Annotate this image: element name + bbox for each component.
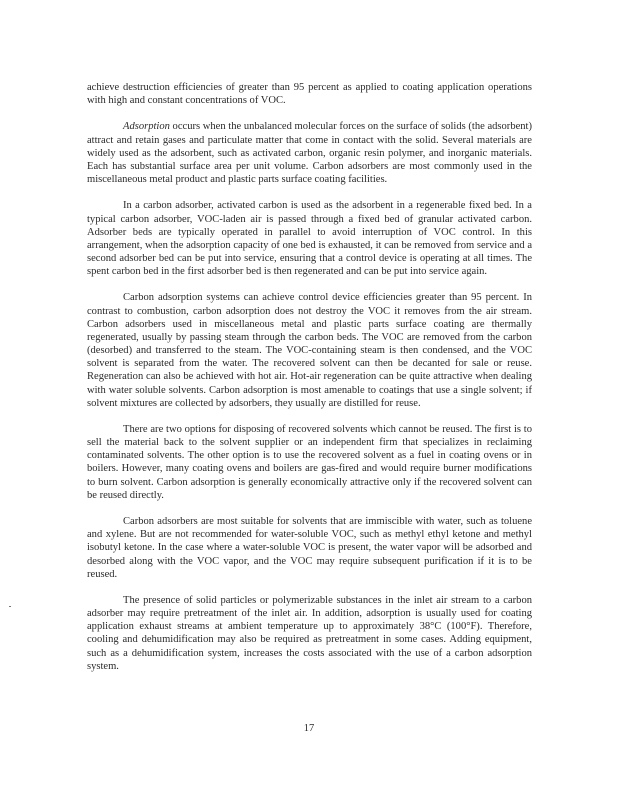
adsorption-term: Adsorption [123,121,170,133]
paragraph-7 [87,594,532,673]
paragraph-4 [87,291,532,409]
paragraph-5 [87,423,532,502]
paragraph-6-text: Carbon adsorbers are most suitable for solvents that are immiscible with water, such as toluene and xylene. But are not recommended for water-soluble VOC, such as methyl ethyl ketone and methyl isobutyl ketone. In the case where a water-soluble VOC is present, the water vapor will be adsorbed and desorbed along with the VOC vapor, and the VOC may require subsequent purification if it is to be reused. [87,516,532,580]
paragraph-2-text: occurs when the unbalanced molecular forces on the surface of solids (the adsorbent) attract and retain gases and particulate matter that come in contact with the solid. Several materials are widely used as the adsorbent, such as activated carbon, organic resin polymer, and inorganic materials. Each has substantial surface area per unit volume. Carbon adsorbers are most commonly used in the miscellaneous metal product and plastic parts surface coating facilities. [87,121,532,186]
scan-margin-mark [9,606,11,607]
paragraph-1 [87,81,532,107]
paragraph-4-text: Carbon adsorption systems can achieve control device efficiencies greater than 95 percent. In contrast to combustion, carbon adsorption does not destroy the VOC it removes from the air stream. Carbon adsorbers used in miscellaneous metal and plastic parts surface coating are thermally regenerated, usually by passing steam through the carbon beds. The VOC are removed from the carbon (desorbed) and transferred to the steam. The VOC-containing steam is then condensed, and the VOC solvent is separated from the water. The recovered solvent can then be decanted for sale or reuse. Regeneration can also be achieved with hot air. Hot-air regeneration can be quite attractive when dealing with water soluble solvents. Carbon adsorption is most amenable to coatings that use a single solvent; if solvent mixtures are collected by adsorbers, they usually are distilled for reuse. [87,292,532,409]
paragraph-3 [87,199,532,278]
paragraph-5-text: There are two options for disposing of recovered solvents which cannot be reused. The first is to sell the material back to the solvent supplier or an independent firm that specializes in reclaiming contaminated solvents. The other option is to use the recovered solvent as a fuel in coating ovens or in boilers. However, many coating ovens and boilers are gas-fired and would require burner modifications to burn solvent. Carbon adsorption is generally economically attractive only if the recovered solvent can be reused directly. [87,424,532,501]
paragraph-2 [87,120,532,186]
page-number: 17 [303,723,315,734]
document-body [87,81,532,686]
paragraph-6 [87,515,532,581]
paragraph-7-text: The presence of solid particles or polymerizable substances in the inlet air stream to a carbon adsorber may require pretreatment of the inlet air. In addition, adsorption is usually used for coating application exhaust streams at ambient temperature up to approximately 38°C (100°F). Therefore, cooling and dehumidification may also be required as pretreatment in some cases. Adding equipment, such as a dehumidification system, increases the costs associated with the use of a carbon adsorption system. [87,595,532,672]
paragraph-1-text: achieve destruction efficiencies of greater than 95 percent as applied to coating application operations with high and constant concentrations of VOC. [87,82,532,107]
paragraph-3-text: In a carbon adsorber, activated carbon is used as the adsorbent in a regenerable fixed bed. In a typical carbon adsorber, VOC-laden air is passed through a fixed bed of granular activated carbon. Adsorber beds are typically operated in parallel to avoid interruption of VOC control. In this arrangement, when the adsorption capacity of one bed is exhausted, it can be removed from service and a second adsorber bed can be put into service, ensuring that a control device is operating at all times. The spent carbon bed in the first adsorber bed is then regenerated and can be put into service again. [87,200,532,278]
